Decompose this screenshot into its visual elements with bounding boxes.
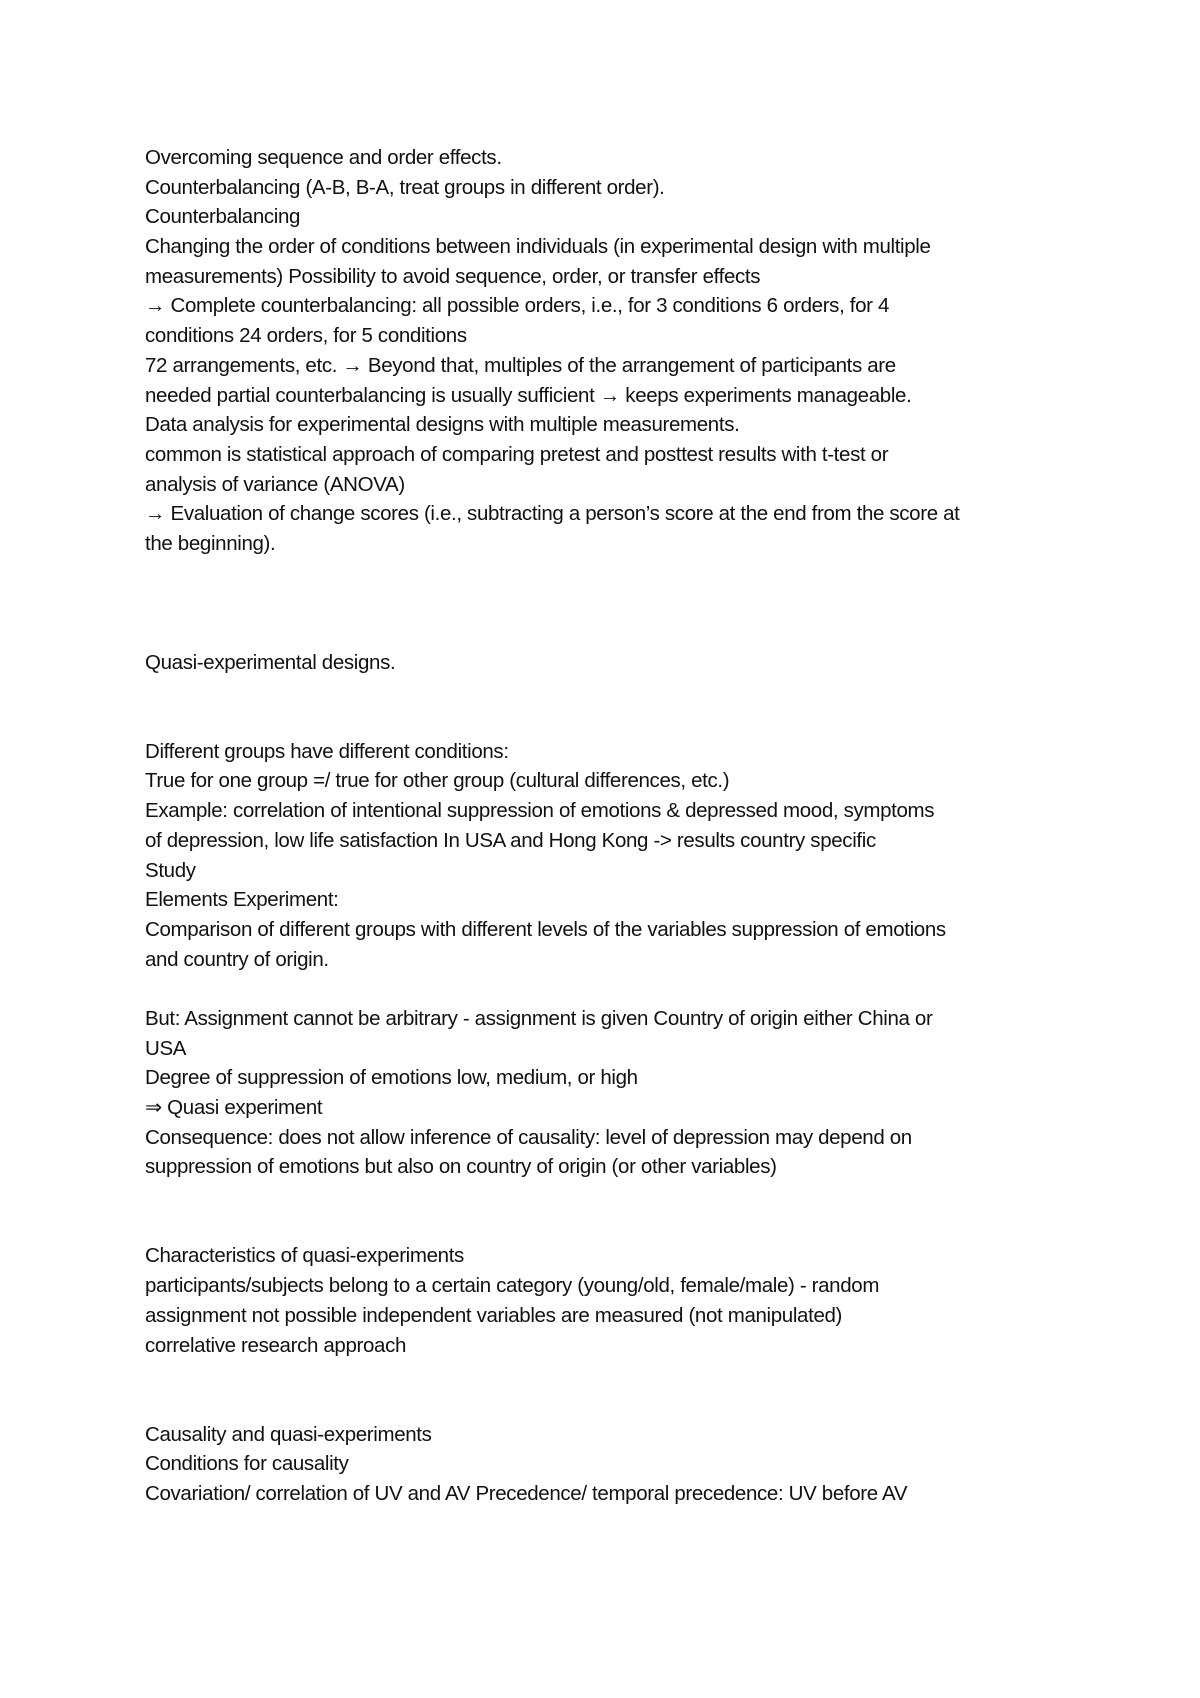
text-line: → Complete counterbalancing: all possible orders, i.e., for 3 conditions 6 orders, for 4 — [145, 294, 890, 318]
blank-line — [145, 1390, 1085, 1420]
blank-line — [145, 974, 1085, 1004]
text-line: Consequence: does not allow inference of causality: level of depression may depend on — [145, 1125, 912, 1149]
text-line: of depression, low life satisfaction In USA and Hong Kong -> results country specific — [145, 828, 876, 852]
text-line: correlative research approach — [145, 1333, 407, 1357]
blank-line — [145, 618, 1085, 648]
text-line: measurements) Possibility to avoid sequence, order, or transfer effects — [145, 264, 761, 288]
text-line: participants/subjects belong to a certain category (young/old, female/male) - random — [145, 1274, 880, 1298]
text-line: True for one group =/ true for other group (cultural differences, etc.) — [145, 769, 730, 793]
text-line: assignment not possible independent variables are measured (not manipulated) — [145, 1303, 843, 1327]
blank-line — [145, 559, 1085, 589]
text-line: Covariation/ correlation of UV and AV Precedence/ temporal precedence: UV before AV — [145, 1481, 908, 1505]
text-line: Study — [145, 858, 196, 882]
document-body — [145, 143, 1085, 1509]
text-line: common is statistical approach of comparing pretest and posttest results with t-test or — [145, 442, 889, 466]
text-line: Counterbalancing (A-B, B-A, treat groups in different order). — [145, 175, 665, 199]
text-line: Conditions for causality — [145, 1452, 349, 1476]
text-line: Counterbalancing — [145, 205, 301, 229]
text-line: ⇒ Quasi experiment — [145, 1096, 323, 1119]
text-line: needed partial counterbalancing is usually sufficient → keeps experiments manageable. — [145, 383, 912, 407]
section-heading-causality: Causality and quasi-experiments — [145, 1422, 432, 1446]
text-line: and country of origin. — [145, 947, 329, 971]
text-line: Comparison of different groups with different levels of the variables suppression of emotions — [145, 917, 946, 941]
text-line: → Evaluation of change scores (i.e., subtracting a person’s score at the end from the score at — [145, 502, 960, 526]
text-line: Data analysis for experimental designs with multiple measurements. — [145, 413, 740, 437]
text-line: the beginning). — [145, 531, 276, 555]
section-heading-order-effects: Overcoming sequence and order effects. — [145, 146, 502, 169]
text-line: analysis of variance (ANOVA) — [145, 472, 405, 496]
text-line: But: Assignment cannot be arbitrary - assignment is given Country of origin either China or — [145, 1006, 933, 1030]
blank-line — [145, 677, 1085, 707]
text-line: Elements Experiment: — [145, 888, 339, 912]
blank-line — [145, 1182, 1085, 1212]
blank-line — [145, 707, 1085, 737]
text-line: Changing the order of conditions between individuals (in experimental design with multiple — [145, 235, 931, 259]
text-line: USA — [145, 1036, 187, 1060]
blank-line — [145, 588, 1085, 618]
section-heading-characteristics: Characteristics of quasi-experiments — [145, 1244, 464, 1268]
text-line: conditions 24 orders, for 5 conditions — [145, 324, 467, 348]
section-heading-quasi-designs: Quasi-experimental designs. — [145, 650, 396, 674]
blank-line — [145, 1212, 1085, 1242]
blank-line — [145, 1360, 1085, 1390]
text-line: Degree of suppression of emotions low, medium, or high — [145, 1066, 638, 1090]
text-line: suppression of emotions but also on country of origin (or other variables) — [145, 1155, 777, 1179]
text-line: Different groups have different conditions: — [145, 739, 509, 763]
text-line: Example: correlation of intentional suppression of emotions & depressed mood, symptoms — [145, 799, 935, 823]
text-line: 72 arrangements, etc. → Beyond that, multiples of the arrangement of participants are — [145, 353, 896, 377]
